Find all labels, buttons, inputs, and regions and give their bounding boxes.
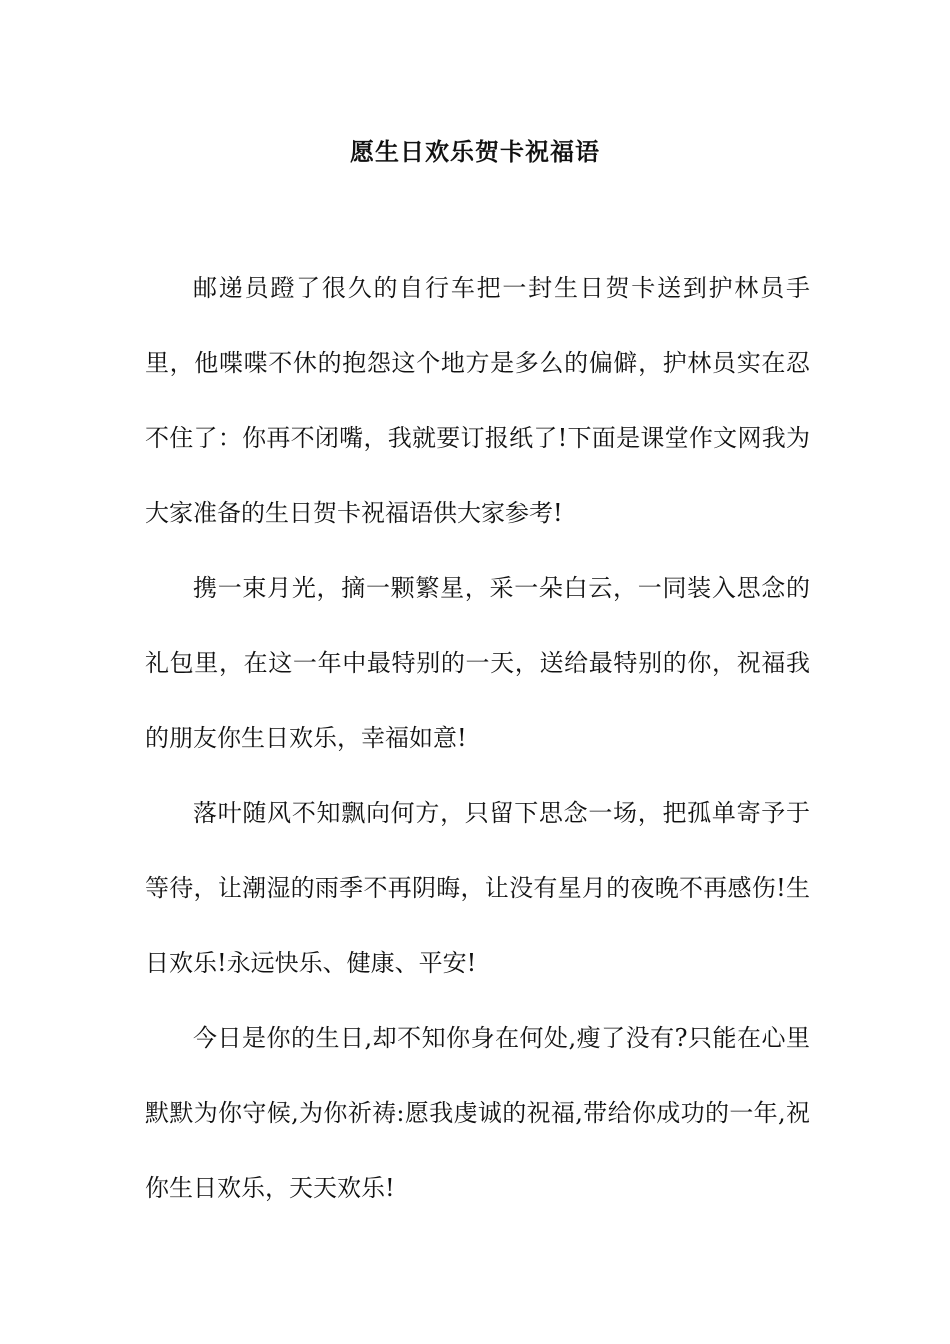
document-title: 愿生日欢乐贺卡祝福语 bbox=[350, 138, 600, 166]
paragraph-1: 邮递员蹬了很久的自行车把一封生日贺卡送到护林员手里，他喋喋不休的抱怨这个地方是多么的偏僻，护林员实在忍不住了：你再不闭嘴，我就要订报纸了!下面是课堂作文网我为大家准备的生日贺卡祝福语供大家参考! bbox=[145, 274, 810, 527]
document-body bbox=[145, 251, 810, 1226]
paragraph-4: 今日是你的生日,却不知你身在何处,瘦了没有?只能在心里默默为你守候,为你祈祷:愿我虔诚的祝福,带给你成功的一年,祝你生日欢乐，天天欢乐! bbox=[145, 1024, 810, 1202]
paragraph-2: 携一束月光，摘一颗繁星，采一朵白云，一同装入思念的礼包里，在这一年中最特别的一天，送给最特别的你，祝福我的朋友你生日欢乐，幸福如意! bbox=[145, 574, 810, 752]
paragraph-3: 落叶随风不知飘向何方，只留下思念一场，把孤单寄予于等待，让潮湿的雨季不再阴晦，让没有星月的夜晚不再感伤!生日欢乐!永远快乐、健康、平安! bbox=[145, 799, 810, 977]
